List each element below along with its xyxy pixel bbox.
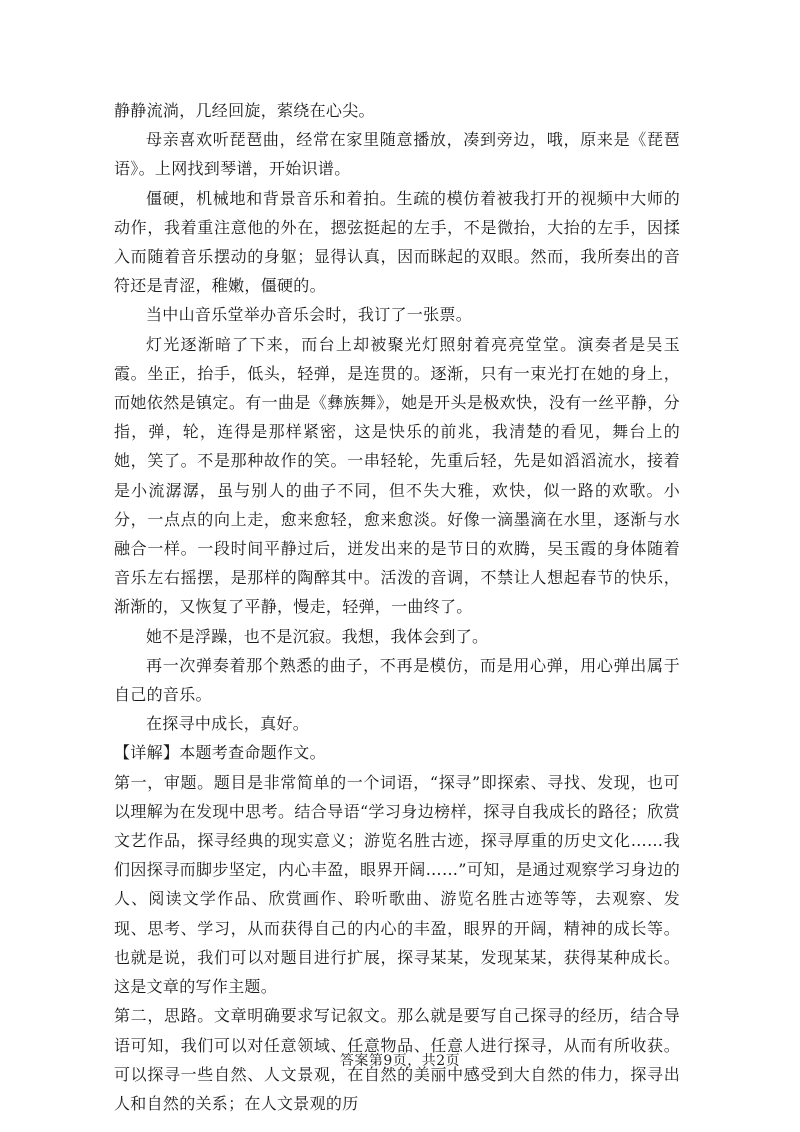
document-body	[114, 96, 680, 1118]
essay-paragraph-7: 在探寻中成长，真好。	[146, 714, 310, 734]
page-footer: 答案第9页，共2页	[339, 1053, 461, 1069]
essay-paragraph-0: 静静流淌，几经回旋，萦绕在心尖。	[114, 101, 375, 120]
essay-paragraph-3: 当中山音乐堂举办音乐会时，我订了一张票。	[146, 305, 473, 325]
essay-paragraph-2: 僵硬，机械地和背景音乐和着拍。生疏的模仿着被我打开的视频中大师的动作，我着重注意他的外在，摁弦挺起的左手，不是微抬，大抬的左手，因揉入而随着音乐摆动的身躯；显得认真，因而眯起的双眼。然而，我所奏出的音符还是青涩，稚嫩，僵硬的。	[114, 188, 680, 296]
analysis-paragraph-2: 第二，思路。文章明确要求写记叙文。那么就是要写自己探寻的经历，结合导语可知，我们可以对任意领域、任意物品、任意人进行探寻，从而有所收获。可以探寻一些自然、人文景观，在自然的美丽中感受到大自然的伟力，探寻出人和自然的关系；在人文景观的历	[114, 1006, 680, 1113]
analysis-heading: 【详解】本题考查命题作文。	[114, 743, 326, 763]
analysis-paragraph-1: 第一，审题。题目是非常简单的一个词语，“探寻”即探索、寻找、发现，也可以理解为在发现中思考。结合导语“学习身边榜样，探寻自我成长的路径；欣赏文艺作品，探寻经典的现实意义；游览名胜古迹，探寻厚重的历史文化……我们因探寻而脚步坚定，内心丰盈，眼界开阔……”可知，是通过观察学习身边的人、阅读文学作品、欣赏画作、聆听歌曲、游览名胜古迹等等，去观察、发现、思考、学习，从而获得自己的内心的丰盈，眼界的开阔，精神的成长等。也就是说，我们可以对题目进行扩展，探寻某某，发现某某，获得某种成长。这是文章的写作主题。	[114, 772, 680, 997]
essay-paragraph-6: 再一次弹奏着那个熟悉的曲子，不再是模仿，而是用心弹，用心弹出属于自己的音乐。	[114, 655, 680, 705]
essay-paragraph-5: 她不是浮躁，也不是沉寂。我想，我体会到了。	[146, 626, 489, 646]
essay-paragraph-4: 灯光逐渐暗了下来，而台上却被聚光灯照射着亮亮堂堂。演奏者是吴玉霞。坐正，抬手，低头，轻弹，是连贯的。逐渐，只有一束光打在她的身上，而她依然是镇定。有一曲是《彝族舞》，她是开头是极欢快，没有一丝平静，分指，弹，轮，连得是那样紧密，这是快乐的前兆，我清楚的看见，舞台上的她，笑了。不是那种故作的笑。一串轻轮，先重后轻，先是如滔滔流水，接着是小流潺潺，虽与别人的曲子不同，但不失大雅，欢快，似一路的欢歌。小分，一点点的向上走，愈来愈轻，愈来愈淡。好像一滴墨滴在水里，逐渐与水融合一样。一段时间平静过后，迸发出来的是节日的欢腾，吴玉霞的身体随着音乐左右摇摆，是那样的陶醉其中。活泼的音调，不禁让人想起春节的快乐，渐渐的，又恢复了平静，慢走，轻弹，一曲终了。	[114, 334, 680, 617]
essay-paragraph-1: 母亲喜欢听琵琶曲，经常在家里随意播放，凑到旁边，哦，原来是《琵琶语》。上网找到琴谱，开始识谱。	[114, 130, 680, 179]
